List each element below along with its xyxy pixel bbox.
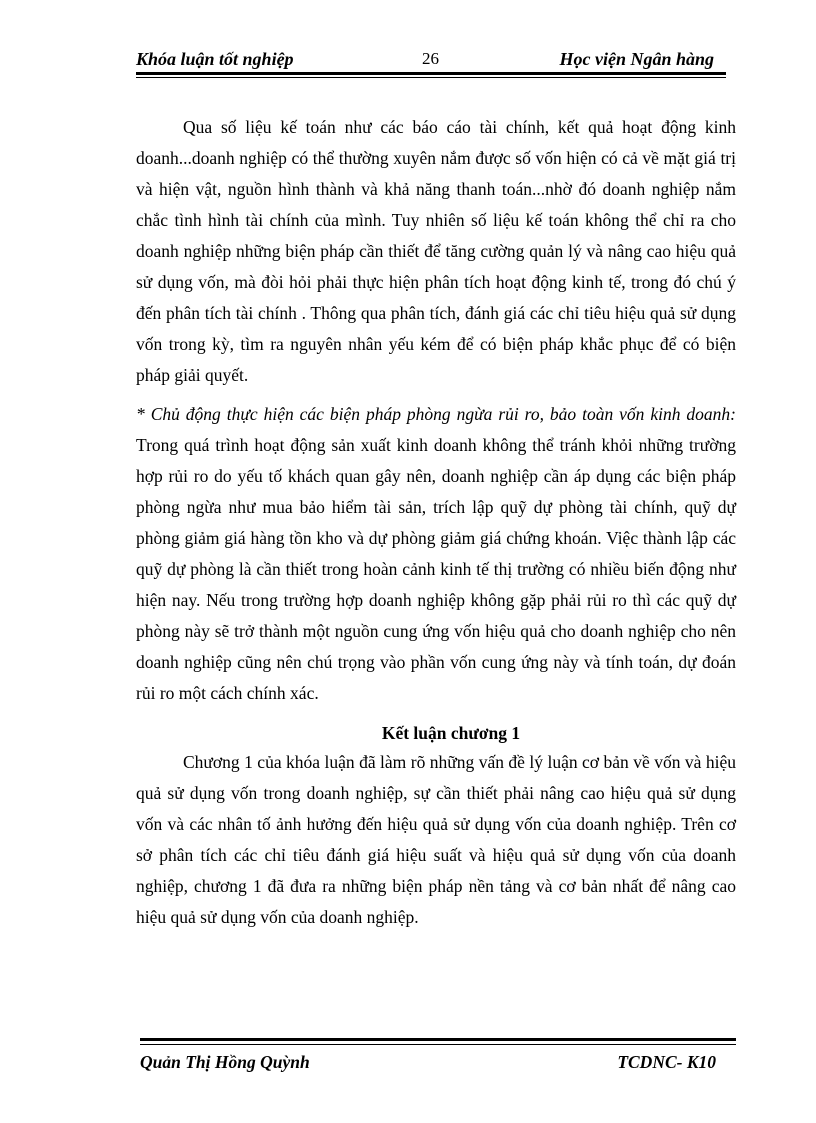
page-number: 26	[422, 49, 439, 68]
footer-rule-thin	[140, 1044, 736, 1045]
paragraph-accounting-data: Qua số liệu kế toán như các báo cáo tài chính, kết quả hoạt động kinh doanh...doanh nghiệp có thể thường xuyên nắm được số vốn hiện có cả về mặt giá trị và hiện vật, nguồn hình thành và khả năng thanh toán...nhờ đó doanh nghiệp nắm chắc tình hình tài chính của mình. Tuy nhiên số liệu kế toán không thể chỉ ra cho doanh nghiệp những biện pháp cần thiết để tăng cường quản lý và nâng cao hiệu quả sử dụng vốn, mà đòi hỏi phải thực hiện phân tích hoạt động kinh tế, trong đó chú ý đến phân tích tài chính . Thông qua phân tích, đánh giá các chỉ tiêu hiệu quả sử dụng vốn trong kỳ, tìm ra nguyên nhân yếu kém để có biện pháp khắc phục để có biện pháp giải quyết.	[136, 117, 736, 385]
chapter-conclusion-heading: Kết luận chương 1	[381, 723, 521, 743]
paragraph-risk-prevention	[136, 399, 736, 709]
page-header	[136, 46, 726, 72]
risk-prevention-text: Trong quá trình hoạt động sản xuất kinh doanh không thể tránh khỏi những trường hợp rủi ro do yếu tố khách quan gây nên, doanh nghiệp cần áp dụng các biện pháp phòng ngừa như mua bảo hiểm tài sản, trích lập quỹ dự phòng tài chính, quỹ dự phòng giảm giá hàng tồn kho và dự phòng giảm giá chứng khoán. Việc thành lập các quỹ dự phòng là cần thiết trong hoàn cảnh kinh tế thị trường có nhiều biến động như hiện nay. Nếu trong trường hợp doanh nghiệp không gặp phải rủi ro thì các quỹ dự phòng này sẽ trở thành một nguồn cung ứng vốn hiệu quả cho doanh nghiệp cho nên doanh nghiệp cũng nên chú trọng vào phần vốn cung ứng này và tính toán, dự đoán rủi ro một cách chính xác.	[136, 435, 736, 703]
footer-class-code: TCDNC- K10	[617, 1052, 716, 1072]
paragraph-chapter-conclusion: Chương 1 của khóa luận đã làm rõ những vấn đề lý luận cơ bản về vốn và hiệu quả sử dụng vốn trong doanh nghiệp, sự cần thiết phải nâng cao hiệu quả sử dụng vốn và các nhân tố ảnh hưởng đến hiệu quả sử dụng vốn của doanh nghiệp. Trên cơ sở phân tích các chỉ tiêu đánh giá hiệu suất và hiệu quả sử dụng vốn của doanh nghiệp, chương 1 đã đưa ra những biện pháp nền tảng và cơ bản nhất để nâng cao hiệu quả sử dụng vốn của doanh nghiệp.	[136, 752, 736, 927]
footer-rule-thick	[140, 1038, 736, 1041]
header-rule-thick	[136, 72, 726, 75]
header-institution: Học viện Ngân hàng	[559, 49, 714, 69]
page-body	[136, 112, 736, 933]
risk-prevention-lead: * Chủ động thực hiện các biện pháp phòng ngừa rủi ro, bảo toàn vốn kinh doanh:	[136, 404, 736, 424]
header-thesis-title: Khóa luận tốt nghiệp	[136, 49, 294, 69]
header-rule-thin	[136, 77, 726, 78]
footer-author: Quản Thị Hồng Quỳnh	[140, 1052, 310, 1072]
